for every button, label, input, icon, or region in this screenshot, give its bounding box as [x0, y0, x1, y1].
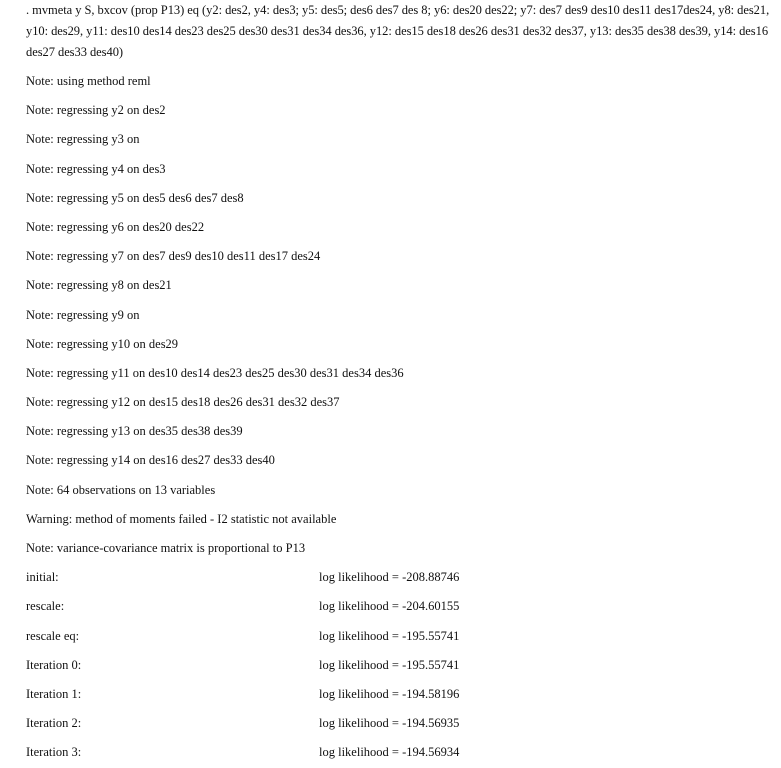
note-line: Note: regressing y13 on des35 des38 des39 — [26, 424, 243, 439]
note-line: Note: regressing y14 on des16 des27 des33 des40 — [26, 453, 275, 468]
log-likelihood-value: log likelihood = -204.60155 — [319, 599, 460, 614]
note-line: Note: regressing y5 on des5 des6 des7 des8 — [26, 190, 244, 205]
log-likelihood-value: log likelihood = -194.56934 — [319, 745, 460, 760]
log-likelihood-value: log likelihood = -195.55741 — [319, 628, 460, 643]
iteration-row — [26, 563, 776, 592]
iteration-label: Iteration 3: — [26, 745, 82, 760]
note-line: Note: variance-covariance matrix is proportional to P13 — [26, 541, 306, 555]
iteration-label: initial: — [26, 570, 59, 585]
iteration-row — [26, 709, 776, 738]
note-line: Note: regressing y10 on des29 — [26, 336, 179, 351]
log-likelihood-value: log likelihood = -194.58196 — [319, 686, 460, 701]
iteration-label: Iteration 1: — [26, 686, 82, 701]
note-line: Note: regressing y4 on des3 — [26, 161, 166, 176]
note-line: Note: regressing y12 on des15 des18 des26 des31 des32 des37 — [26, 395, 340, 410]
note-line: Note: using method reml — [26, 74, 151, 88]
log-likelihood-value: log likelihood = -195.55741 — [319, 657, 460, 672]
iteration-label: rescale eq: — [26, 628, 80, 643]
iteration-row — [26, 592, 776, 621]
stata-output-document — [26, 0, 776, 768]
note-line: Note: regressing y7 on des7 des9 des10 des11 des17 des24 — [26, 249, 321, 264]
iteration-label: rescale: — [26, 599, 65, 614]
note-line: Note: regressing y9 on — [26, 307, 140, 322]
iteration-label: Iteration 0: — [26, 657, 82, 672]
note-line: Note: regressing y3 on — [26, 132, 140, 147]
iteration-label: Iteration 2: — [26, 716, 82, 731]
log-likelihood-value: log likelihood = -208.88746 — [319, 570, 460, 585]
warning-line: Warning: method of moments failed - I2 statistic not available — [26, 511, 337, 526]
iteration-row — [26, 651, 776, 680]
log-likelihood-value: log likelihood = -194.56935 — [319, 716, 460, 731]
note-line: Note: regressing y8 on des21 — [26, 278, 172, 293]
iteration-row — [26, 622, 776, 651]
note-line: Note: regressing y11 on des10 des14 des23 des25 des30 des31 des34 des36 — [26, 365, 404, 380]
note-line: Note: regressing y6 on des20 des22 — [26, 219, 205, 234]
iteration-row — [26, 680, 776, 709]
iteration-row — [26, 738, 776, 767]
mvmeta-command: . mvmeta y S, bxcov (prop P13) eq (y2: des2, y4: des3; y5: des5; des6 des7 des 8; y6: des20 des22; y7: des7 des9 des10 des11 des17des24, y8: des21, y10: des29, y11: des10 des14 des23 des25 des30 des31 des34 des36, y12: des15 des18 des26 des31 des32 des37, y13: des35 des38 des39, y14: des16 des27 des33 des40) — [26, 3, 770, 59]
note-line: Note: regressing y2 on des2 — [26, 103, 166, 118]
note-line: Note: 64 observations on 13 variables — [26, 482, 216, 497]
